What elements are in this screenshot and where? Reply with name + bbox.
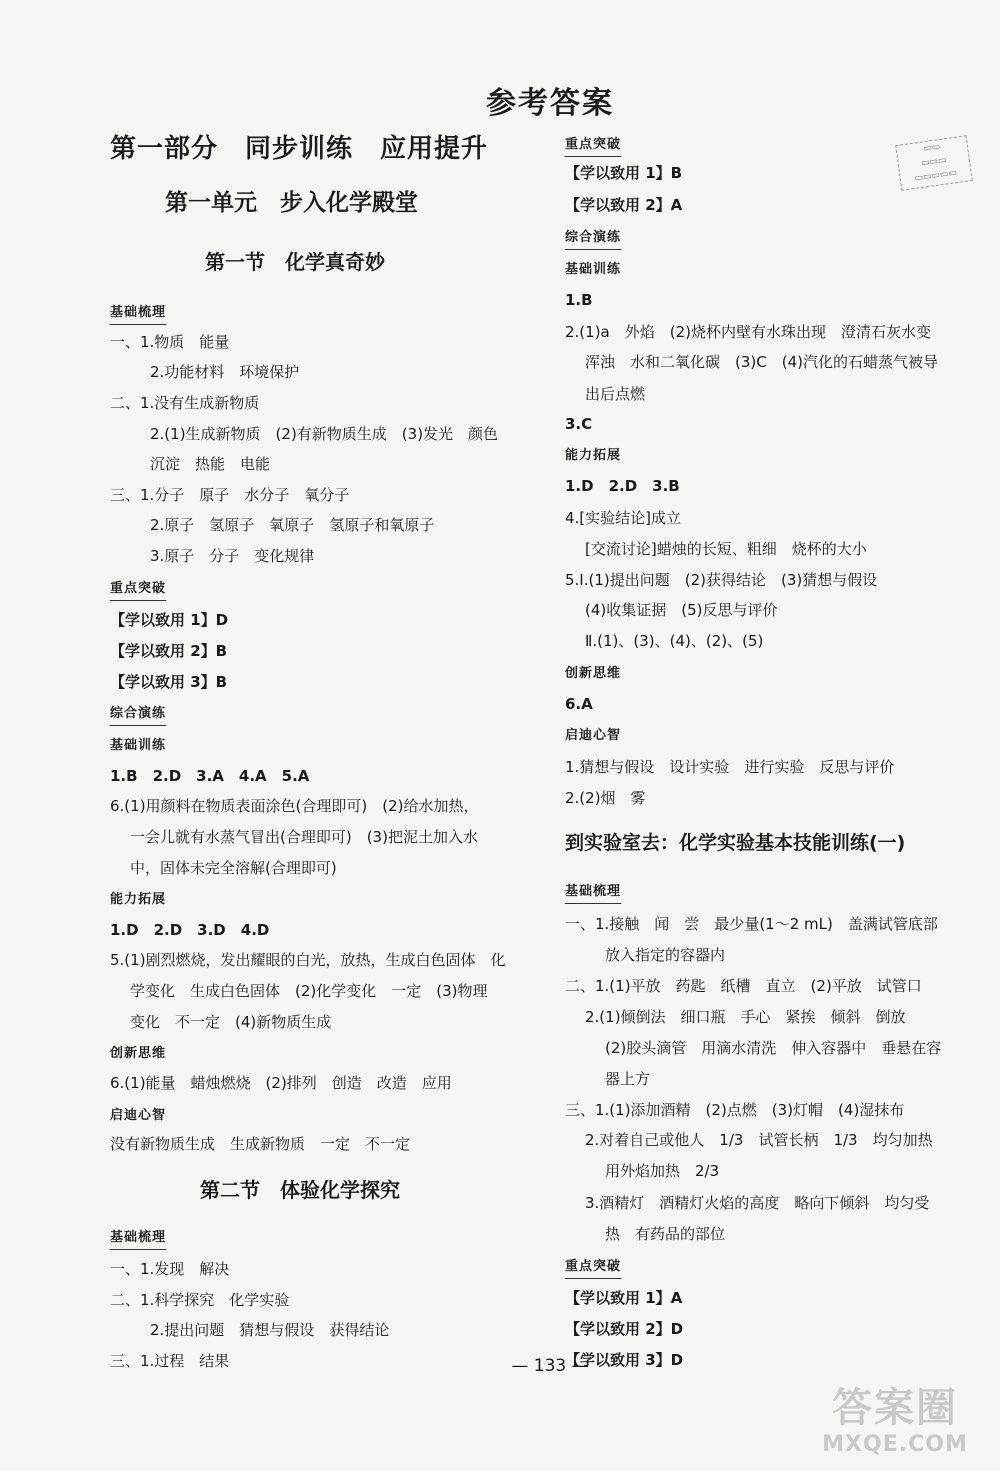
answer-line: 2.原子 氢原子 氧原子 氢原子和氧原子	[150, 516, 435, 534]
answer-line: 6.A	[565, 695, 593, 713]
page-title: 参考答案	[486, 86, 614, 121]
answer-line: 3.C	[565, 415, 593, 433]
lab-section-title: 到实验室去：化学实验基本技能训练(一)	[565, 832, 906, 854]
answer-line: 1.B	[565, 291, 593, 309]
answer-line: 2.功能材料 环境保护	[150, 363, 300, 381]
subsection-header: 启迪心智	[110, 1108, 167, 1123]
answer-line: 用外焰加热 2/3	[605, 1162, 720, 1180]
answer-line: 【学以致用 2】B	[110, 642, 228, 660]
subsection-header: 能力拓展	[110, 892, 167, 907]
section-header: 综合演练	[110, 704, 166, 726]
answer-line: 5.(1)剧烈燃烧，发出耀眼的白光，放热，生成白色固体 化	[110, 951, 506, 969]
section-header: 重点突破	[565, 1257, 621, 1279]
answer-line: (2)胶头滴管 用滴水清洗 伸入容器中 垂悬在容	[605, 1039, 942, 1057]
subsection-header: 基础训练	[110, 738, 167, 753]
answer-line: 2.(1)a 外焰 (2)烧杯内壁有水珠出现 澄清石灰水变	[565, 323, 932, 341]
subsection-header: 创新思维	[565, 666, 622, 681]
subsection-header: 能力拓展	[565, 448, 622, 463]
subsection-header: 启迪心智	[565, 728, 622, 743]
answer-line: 放入指定的容器内	[605, 946, 726, 964]
answer-line: 6.(1)用颜料在物质表面涂色(合理即可) (2)给水加热，	[110, 797, 479, 815]
subsection-header: 创新思维	[110, 1046, 167, 1061]
answer-line: Ⅱ.(1)、(3)、(4)、(2)、(5)	[585, 632, 764, 650]
section-title: 第二节 体验化学探究	[200, 1178, 400, 1202]
answer-line: 【学以致用 2】D	[565, 1320, 684, 1338]
answer-line: 1.D 2.D 3.B	[565, 477, 680, 495]
answer-line: 3.酒精灯 酒精灯火焰的高度 略向下倾斜 均匀受	[585, 1194, 930, 1212]
answer-line: 出后点燃	[585, 385, 646, 403]
answer-line: 1.D 2.D 3.D 4.D	[110, 921, 270, 939]
section-header: 综合演练	[565, 228, 621, 250]
answer-line: 中，固体未完全溶解(合理即可)	[130, 859, 337, 877]
section-header: 基础梳理	[110, 1228, 166, 1250]
answer-line: 【学以致用 1】D	[110, 611, 229, 629]
page-number: — 133 —	[511, 1356, 589, 1376]
section-header: 重点突破	[565, 135, 621, 157]
answer-line: 2.(2)烟 雾	[565, 789, 646, 807]
answer-line: 2.提出问题 猜想与假设 获得结论	[150, 1321, 390, 1339]
answer-line: 2.(1)倾倒法 细口瓶 手心 紧挨 倾斜 倒放	[585, 1008, 906, 1026]
section-header: 基础梳理	[565, 882, 621, 904]
answer-line: 3.原子 分子 变化规律	[150, 547, 315, 565]
answer-line: 二、1.科学探究 化学实验	[110, 1291, 290, 1309]
part-title: 第一部分 同步训练 应用提升	[110, 134, 489, 164]
answer-line: 三、1.(1)添加酒精 (2)点燃 (3)灯帽 (4)湿抹布	[565, 1101, 905, 1119]
answer-line: 热 有药品的部位	[605, 1225, 726, 1243]
section-header: 基础梳理	[110, 303, 166, 325]
answer-line: 一、1.接触 闻 尝 最少量(1～2 mL) 盖满试管底部	[565, 915, 938, 933]
stamp-graphic: ▭▭ ▭▭▭ ▭▭▭▭▭	[895, 135, 973, 191]
answer-line: 【学以致用 2】A	[565, 196, 683, 214]
watermark-site: MXQE.COM	[822, 1432, 968, 1457]
answer-line: 浑浊 水和二氧化碳 (3)C (4)汽化的石蜡蒸气被导	[585, 353, 938, 371]
answer-line: 【学以致用 3】B	[110, 673, 228, 691]
answer-line: (4)收集证据 (5)反思与评价	[585, 601, 778, 619]
watermark-brand: 答案圈	[832, 1385, 958, 1431]
section-header: 重点突破	[110, 579, 166, 601]
answer-line: 没有新物质生成 生成新物质 一定 不一定	[110, 1135, 411, 1153]
answer-line: 4.[实验结论]成立	[565, 509, 682, 527]
answer-line: 器上方	[605, 1070, 651, 1088]
answer-line: 1.猜想与假设 设计实验 进行实验 反思与评价	[565, 758, 895, 776]
answer-line: 二、1.没有生成新物质	[110, 394, 260, 412]
answer-line: [交流讨论]蜡烛的长短、粗细 烧杯的大小	[585, 540, 867, 558]
answer-line: 【学以致用 1】A	[565, 1289, 683, 1307]
section-title: 第一节 化学真奇妙	[205, 250, 385, 274]
answer-line: 6.(1)能量 蜡烛燃烧 (2)排列 创造 改造 应用	[110, 1074, 452, 1092]
answer-line: 一、1.发现 解决	[110, 1260, 230, 1278]
watermark-logo	[800, 1385, 990, 1459]
answer-line: 二、1.(1)平放 药匙 纸槽 直立 (2)平放 试管口	[565, 977, 922, 995]
answer-line: 学变化 生成白色固体 (2)化学变化 一定 (3)物理	[130, 982, 488, 1000]
answer-line: 三、1.过程 结果	[110, 1352, 230, 1370]
subsection-header: 基础训练	[565, 262, 622, 277]
answer-line: 一、1.物质 能量	[110, 333, 230, 351]
answer-line: 沉淀 热能 电能	[150, 455, 271, 473]
answer-line: 三、1.分子 原子 水分子 氧分子	[110, 486, 350, 504]
answer-line: 【学以致用 1】B	[565, 164, 683, 182]
answer-line: 2.(1)生成新物质 (2)有新物质生成 (3)发光 颜色	[150, 425, 499, 443]
answer-line: 5.Ⅰ.(1)提出问题 (2)获得结论 (3)猜想与假设	[565, 571, 878, 589]
unit-title: 第一单元 步入化学殿堂	[165, 190, 418, 216]
answer-line: 变化 不一定 (4)新物质生成	[130, 1013, 332, 1031]
answer-line: 一会儿就有水蒸气冒出(合理即可) (3)把泥土加入水	[130, 828, 478, 846]
answer-line: 1.B 2.D 3.A 4.A 5.A	[110, 767, 310, 785]
answer-line: 【学以致用 3】D	[565, 1351, 684, 1369]
answer-line: 2.对着自己或他人 1/3 试管长柄 1/3 均匀加热	[585, 1131, 933, 1149]
